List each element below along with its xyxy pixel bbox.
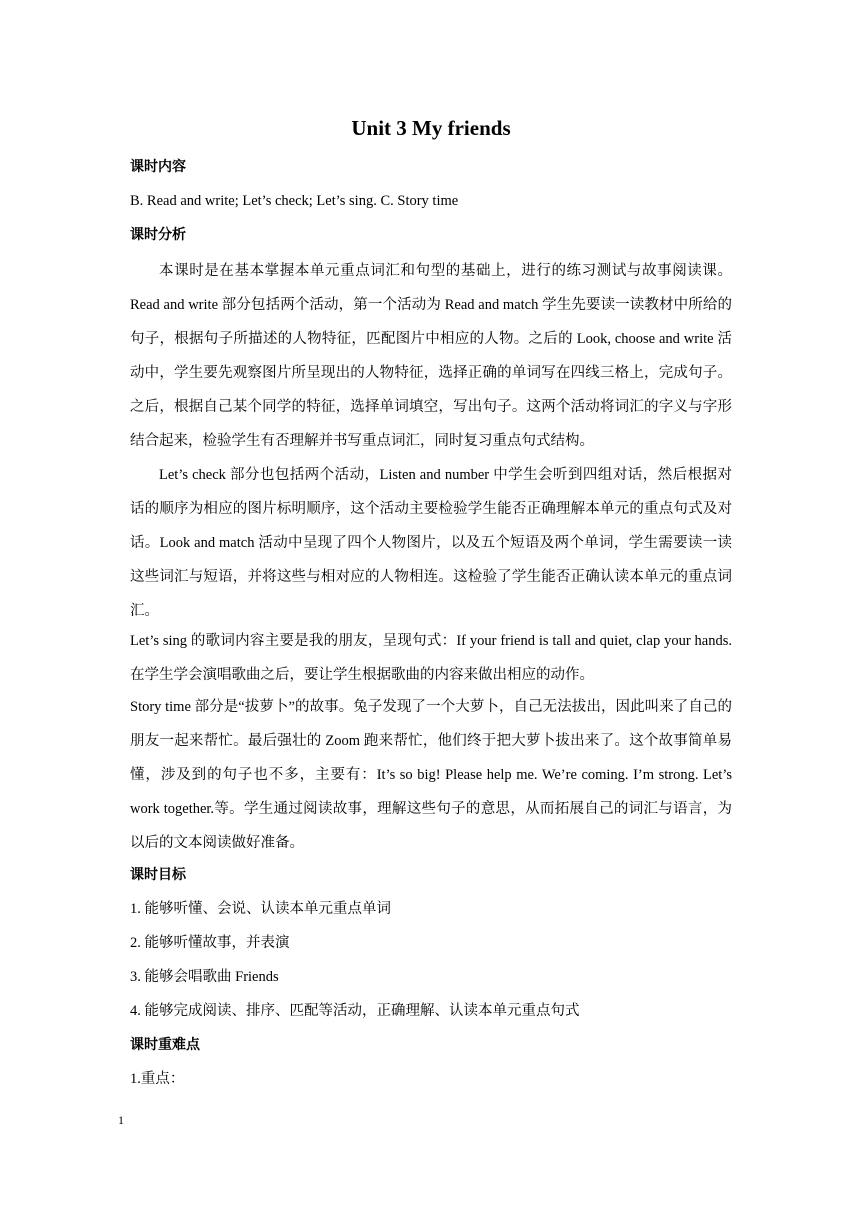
content-text: B. Read and write; Let’s check; Let’s sing. C. Story time [130,193,459,209]
analysis-paragraph-2: Let’s check 部分也包括两个活动，Listen and number 中学生会听到四组对话，然后根据对话的顺序为相应的图片标明顺序，这个活动主要检验学生能否正确理解本单元的重点句式及对话。Look and match 活动中呈现了四个人物图片，以及五个短语及两个单词，学生需要读一读这些词汇与短语，并将这些与相对应的人物相连。这检验了学生能否正确认读本单元的重点词汇。 [130,467,732,619]
document-page [130,0,732,1216]
goal-item-4: 4. 能够完成阅读、排序、匹配等活动，正确理解、认读本单元重点句式 [130,1003,580,1019]
goal-item-3: 3. 能够会唱歌曲 Friends [130,969,279,985]
analysis-paragraph-4: Story time 部分是“拔萝卜”的故事。兔子发现了一个大萝卜，自己无法拔出，因此叫来了自己的朋友一起来帮忙。最后强壮的 Zoom 跑来帮忙，他们终于把大萝卜拔出来了。这个故事简单易懂，涉及到的句子也不多，主要有：It’s so big! Please help me. We’re coming. I’m strong. Let’s work together.等。学生通过阅读故事，理解这些句子的意思，从而拓展自己的词汇与语言，为以后的文本阅读做好准备。 [130,699,732,851]
document-title: Unit 3 My friends [351,116,511,140]
heading-analysis: 课时分析 [130,227,186,243]
heading-content: 课时内容 [130,159,186,175]
analysis-paragraph-1: 本课时是在基本掌握本单元重点词汇和句型的基础上，进行的练习测试与故事阅读课。Read and write 部分包括两个活动，第一个活动为 Read and match 学生先要读一读教材中所给的句子，根据句子所描述的人物特征，匹配图片中相应的人物。之后的 Look, choose and write 活动中，学生要先观察图片所呈现出的人物特征，选择正确的单词写在四线三格上，完成句子。之后，根据自己某个同学的特征，选择单词填空，写出句子。这两个活动将词汇的字义与字形结合起来，检验学生有否理解并书写重点词汇，同时复习重点句式结构。 [130,263,732,449]
heading-goals: 课时目标 [130,867,186,883]
goal-item-2: 2. 能够听懂故事，并表演 [130,935,290,951]
goal-item-1: 1. 能够听懂、会说、认读本单元重点单词 [130,901,391,917]
analysis-paragraph-3: Let’s sing 的歌词内容主要是我的朋友，呈现句式：If your friend is tall and quiet, clap your hands. 在学生学会演唱歌曲之后，要让学生根据歌曲的内容来做出相应的动作。 [130,633,732,683]
page-number: 1 [118,1113,124,1127]
heading-key-points: 课时重难点 [130,1037,200,1053]
key-point-item: 1.重点： [130,1071,185,1087]
